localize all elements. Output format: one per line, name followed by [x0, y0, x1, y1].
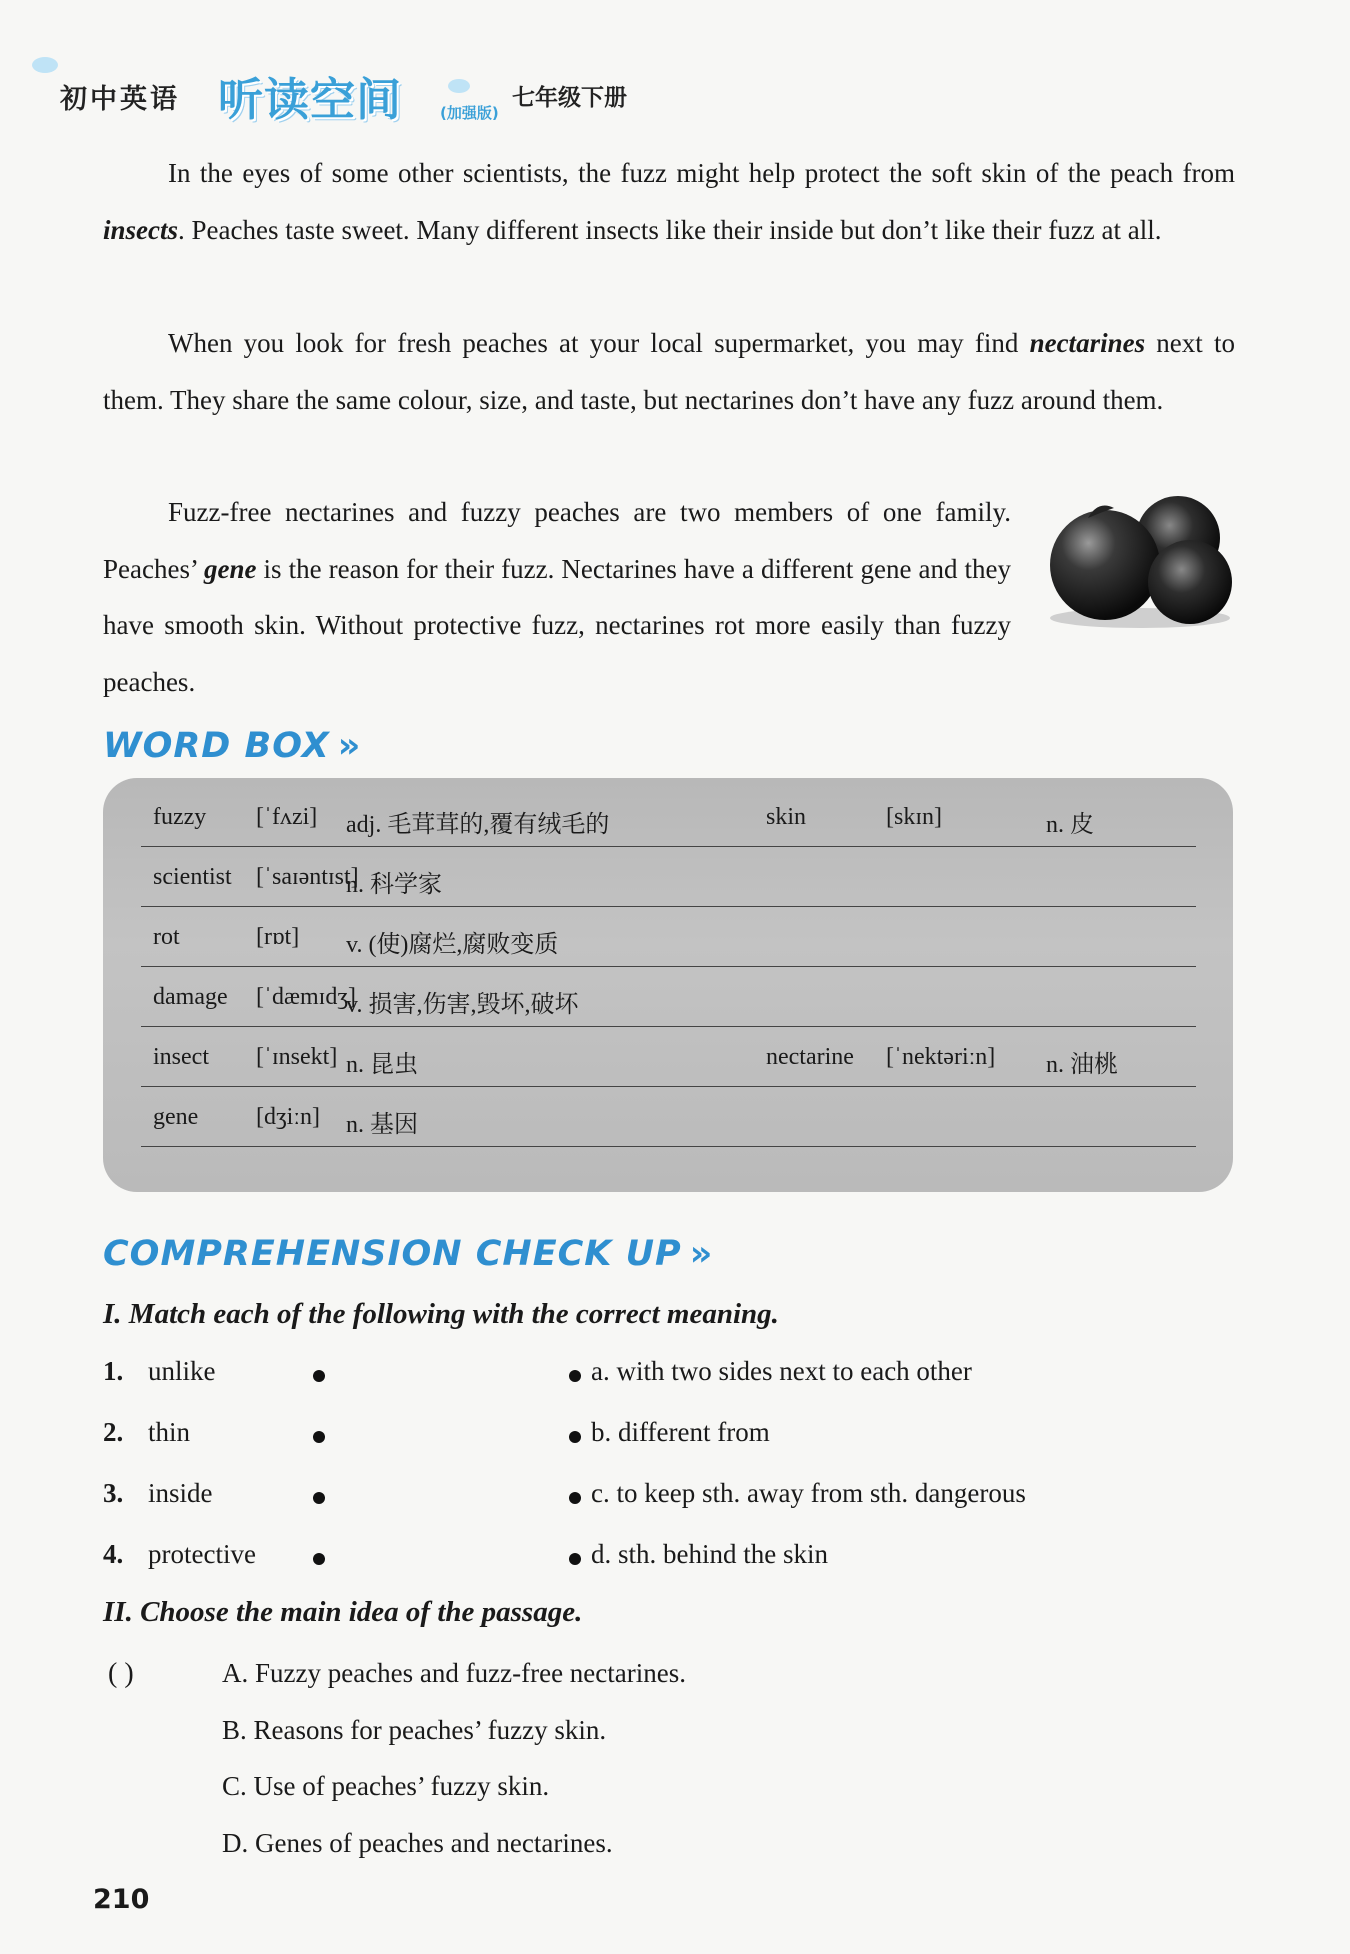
word-row: damage [ˈdæmɪdʒ] v. 损害,伤害,毁坏,破坏 — [141, 966, 1196, 1027]
series-title: 初中英语 — [60, 84, 180, 115]
match-dot-left[interactable] — [313, 1431, 325, 1443]
match-item: 3. inside c. to keep sth. away from sth. dangerous — [103, 1478, 1026, 1508]
comprehension-heading: COMPREHENSION CHECK UP » — [103, 1234, 714, 1274]
bubble-decoration-icon — [32, 57, 58, 73]
keyword-insects: insects — [103, 214, 179, 245]
keyword-gene: gene — [204, 553, 257, 584]
match-dot-right[interactable] — [569, 1370, 581, 1382]
match-dot-right[interactable] — [569, 1431, 581, 1443]
match-item: 4. protective d. sth. behind the skin — [103, 1539, 828, 1569]
word-row: fuzzy [ˈfʌzi] adj. 毛茸茸的,覆有绒毛的 skin [skɪn] n. 皮 — [141, 786, 1196, 847]
main-idea-instruction: II. Choose the main idea of the passage. — [103, 1596, 583, 1628]
passage-paragraph-2: When you look for fresh peaches at your local supermarket, you may find nectarines next to them. They share the same colour, size, and taste, but nectarines don’t have any fuzz around them. — [103, 328, 1235, 415]
passage-paragraph-3: Fuzz-free nectarines and fuzzy peaches are two members of one family. Peaches’ gene is the reason for their fuzz. Nectarines have a different gene and they have smooth skin. Without protective fuzz, nectarines rot more easily than fuzzy peaches. — [103, 497, 1011, 697]
word-row: insect [ˈɪnsekt] n. 昆虫 nectarine [ˈnektəriːn] n. 油桃 — [141, 1026, 1196, 1087]
edition-label: (加强版) — [440, 104, 499, 122]
passage-paragraph-1: In the eyes of some other scientists, the fuzz might help protect the soft skin of the peach from insects. Peaches taste sweet. Many different insects like their inside but don’t like their fuzz at all. — [103, 158, 1235, 245]
double-chevron-icon: » — [689, 1234, 714, 1274]
page-header — [28, 55, 728, 125]
match-dot-left[interactable] — [313, 1370, 325, 1382]
page-number: 210 — [93, 1884, 150, 1915]
match-dot-left[interactable] — [313, 1553, 325, 1565]
word-box-panel — [103, 778, 1233, 1192]
choice-option[interactable]: D. Genes of peaches and nectarines. — [222, 1828, 613, 1858]
double-chevron-icon: » — [337, 726, 362, 766]
word-row: scientist [ˈsaɪəntɪst] n. 科学家 — [141, 846, 1196, 907]
brand-logo-text: 听读空间 — [218, 73, 403, 126]
match-dot-right[interactable] — [569, 1492, 581, 1504]
choice-option[interactable]: B. Reasons for peaches’ fuzzy skin. — [222, 1715, 607, 1745]
match-instruction: I. Match each of the following with the correct meaning. — [103, 1298, 779, 1330]
choice-option[interactable]: A. Fuzzy peaches and fuzz-free nectarines. — [222, 1658, 686, 1688]
word-row: rot [rɒt] v. (使)腐烂,腐败变质 — [141, 906, 1196, 967]
keyword-nectarines: nectarines — [1029, 328, 1146, 358]
bubble-decoration-icon — [448, 79, 470, 93]
word-row: gene [dʒiːn] n. 基因 — [141, 1086, 1196, 1147]
grade-label: 七年级下册 — [512, 85, 627, 111]
word-box-heading: WORD BOX » — [103, 726, 362, 766]
choice-option[interactable]: C. Use of peaches’ fuzzy skin. — [222, 1771, 550, 1801]
match-item: 1. unlike a. with two sides next to each other — [103, 1356, 972, 1386]
answer-blank[interactable]: ( ) — [108, 1658, 134, 1689]
match-dot-right[interactable] — [569, 1553, 581, 1565]
match-dot-left[interactable] — [313, 1492, 325, 1504]
match-item: 2. thin b. different from — [103, 1417, 770, 1447]
peaches-photo — [1040, 490, 1240, 630]
